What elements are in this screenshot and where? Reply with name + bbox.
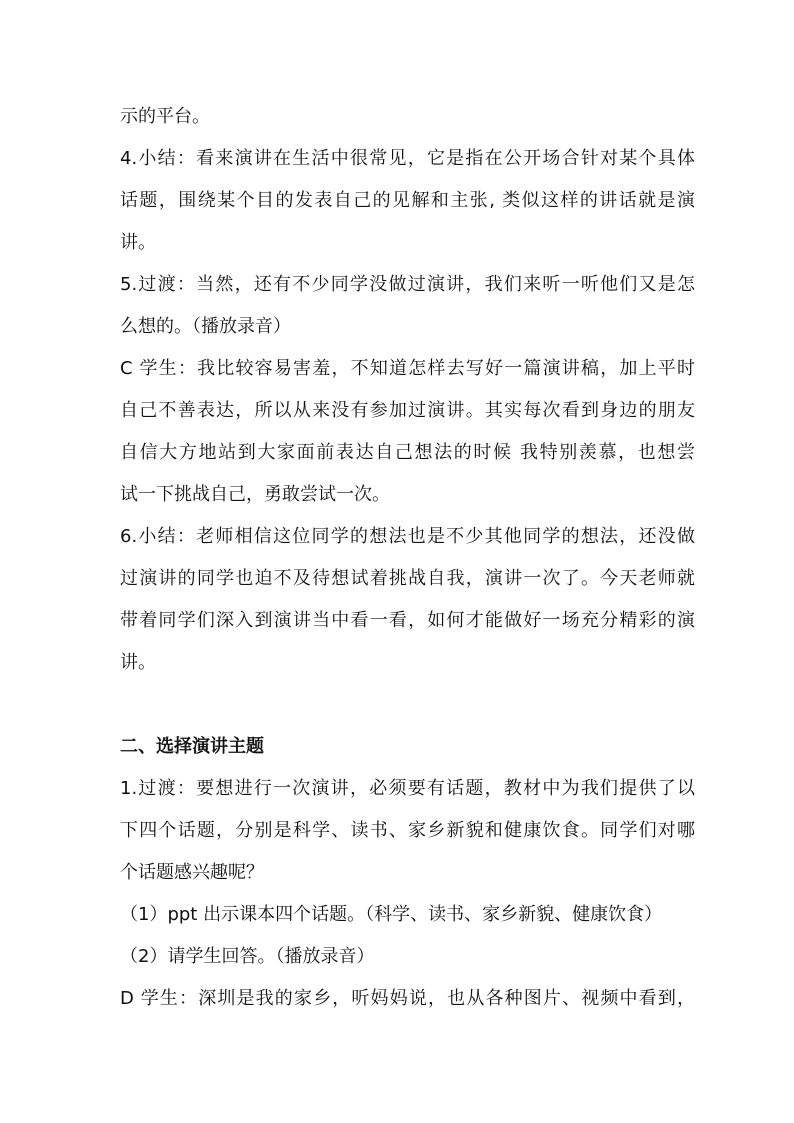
text-line: （2）请学生回答。（播放录音） xyxy=(120,946,375,967)
text-line: 个话题感兴趣呢？ xyxy=(120,862,264,883)
text-line: （1）ppt 出示课本四个话题。（科学、读书、家乡新貌、健康饮食） xyxy=(120,904,663,925)
text-line: 1.过渡：要想进行一次演讲，必须要有话题，教材中为我们提供了以 xyxy=(120,778,695,799)
text-line: 讲。 xyxy=(120,232,156,253)
section-heading: 二、选择演讲主题 xyxy=(120,736,264,757)
text-line: 试一下挑战自己，勇敢尝试一次。 xyxy=(120,484,390,505)
text-line: 么想的。（播放录音） xyxy=(120,316,291,337)
document-body xyxy=(120,96,695,1020)
text-line: 过演讲的同学也迫不及待想试着挑战自我，演讲一次了。今天老师就 xyxy=(120,568,695,589)
text-line: 自信大方地站到大家面前表达自己想法的时候 我特别羡慕，也想尝 xyxy=(120,442,695,463)
blank-line xyxy=(120,684,695,726)
text-line: 下四个话题，分别是科学、读书、家乡新貌和健康饮食。同学们对哪 xyxy=(120,820,695,841)
text-line: D 学生：深圳是我的家乡，听妈妈说，也从各种图片、视频中看到， xyxy=(120,988,695,1009)
text-line: C 学生：我比较容易害羞，不知道怎样去写好一篇演讲稿，加上平时 xyxy=(120,358,695,379)
text-line: 5.过渡：当然，还有不少同学没做过演讲，我们来听一听他们又是怎 xyxy=(120,274,695,295)
text-line: 讲。 xyxy=(120,652,156,673)
text-line: 话题，围绕某个目的发表自己的见解和主张, 类似这样的讲话就是演 xyxy=(120,190,695,211)
text-line: 4.小结：看来演讲在生活中很常见，它是指在公开场合针对某个具体 xyxy=(120,148,695,169)
text-line: 6.小结：老师相信这位同学的想法也是不少其他同学的想法，还没做 xyxy=(120,526,695,547)
text-line: 示的平台。 xyxy=(120,106,210,127)
text-line: 自己不善表达，所以从来没有参加过演讲。其实每次看到身边的朋友 xyxy=(120,400,695,421)
text-line: 带着同学们深入到演讲当中看一看，如何才能做好一场充分精彩的演 xyxy=(120,610,695,631)
